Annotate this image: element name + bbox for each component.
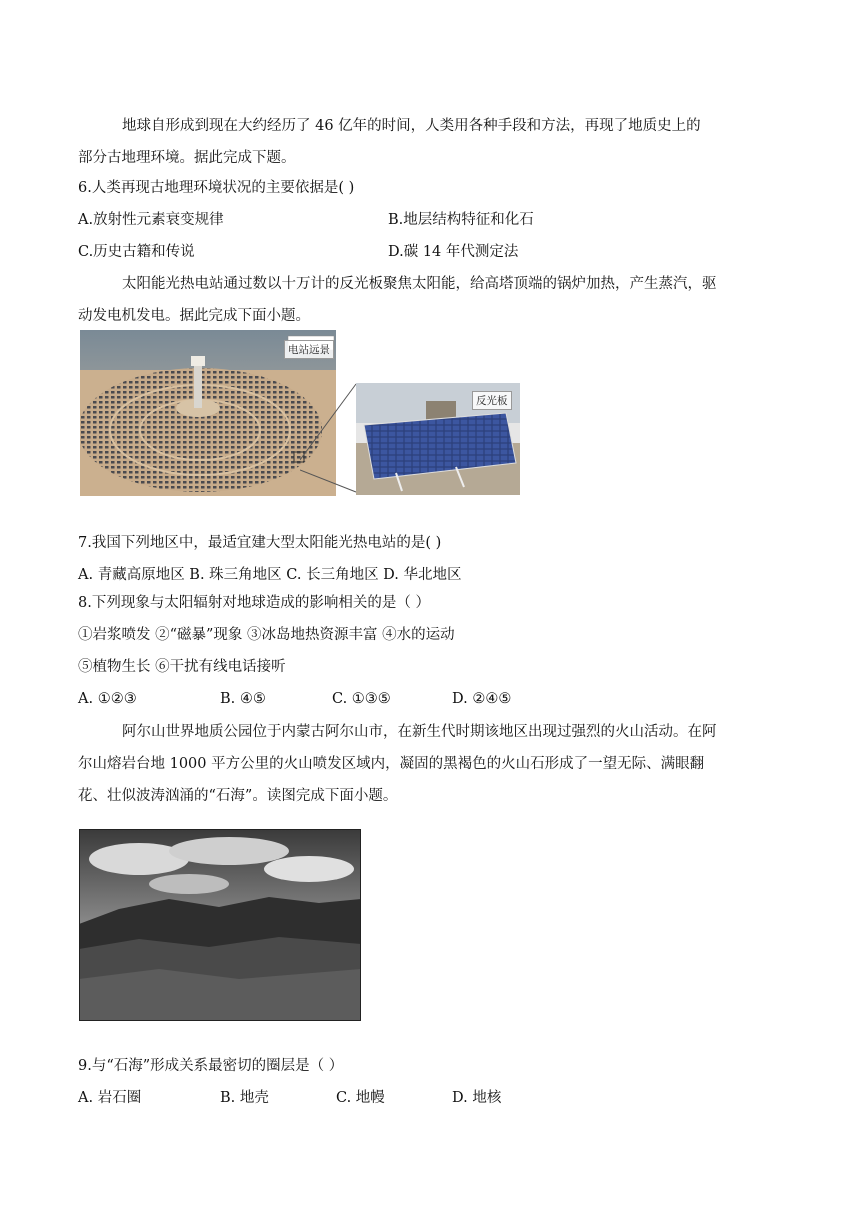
question-6-option-d: D.碳 14 年代测定法 bbox=[388, 244, 519, 260]
passage-2-line-1: 太阳能光热电站通过数以十万计的反光板聚焦太阳能，给高塔顶端的锅炉加热，产生蒸汽，驱 bbox=[122, 276, 717, 292]
question-9-option-a: A. 岩石圈 bbox=[78, 1090, 142, 1106]
question-8-option-a: A. ①②③ bbox=[78, 691, 137, 707]
reflector-label: 反光板 bbox=[472, 391, 512, 410]
question-8-stem: 8.下列现象与太阳辐射对地球造成的影响相关的是（ ） bbox=[78, 595, 430, 611]
stone-sea-photo bbox=[79, 829, 361, 1021]
question-9-option-b: B. 地壳 bbox=[220, 1090, 269, 1106]
passage-3-line-1: 阿尔山世界地质公园位于内蒙古阿尔山市，在新生代时期该地区出现过强烈的火山活动。在阿 bbox=[122, 724, 717, 740]
question-8-option-d: D. ②④⑤ bbox=[452, 691, 512, 707]
question-8-items-line-1: ①岩浆喷发 ②“磁暴”现象 ③冰岛地热资源丰富 ④水的运动 bbox=[78, 627, 455, 643]
zoom-connector-lines bbox=[300, 380, 360, 500]
question-7-stem: 7.我国下列地区中，最适宜建大型太阳能光热电站的是( ) bbox=[78, 535, 442, 551]
passage-1-line-1: 地球自形成到现在大约经历了 46 亿年的时间，人类用各种手段和方法，再现了地质史上的 bbox=[122, 118, 701, 134]
stone-sea-illustration bbox=[79, 829, 361, 1021]
passage-1-line-2: 部分古地理环境。据此完成下题。 bbox=[78, 150, 296, 166]
question-6-option-b: B.地层结构特征和化石 bbox=[388, 212, 534, 228]
question-9-option-c: C. 地幔 bbox=[336, 1090, 385, 1106]
question-8-option-b: B. ④⑤ bbox=[220, 691, 266, 707]
reflector-panel-photo bbox=[356, 383, 520, 495]
passage-3-line-2: 尔山熔岩台地 1000 平方公里的火山喷发区域内，凝固的黑褐色的火山石形成了一望无际、满眼翻 bbox=[78, 756, 705, 772]
passage-2-line-2: 动发电机发电。据此完成下面小题。 bbox=[78, 308, 310, 324]
question-9-stem: 9.与“石海”形成关系最密切的圈层是（ ） bbox=[78, 1058, 344, 1074]
question-7-options: A. 青藏高原地区 B. 珠三角地区 C. 长三角地区 D. 华北地区 bbox=[78, 567, 462, 583]
passage-3-line-3: 花、壮似波涛汹涌的“石海”。读图完成下面小题。 bbox=[78, 788, 398, 804]
question-8-items-line-2: ⑤植物生长 ⑥干扰有线电话接听 bbox=[78, 659, 286, 675]
question-6-option-a: A.放射性元素衰变规律 bbox=[78, 212, 224, 228]
question-9-option-d: D. 地核 bbox=[452, 1090, 502, 1106]
question-6-option-c: C.历史古籍和传说 bbox=[78, 244, 195, 260]
question-8-option-c: C. ①③⑤ bbox=[332, 691, 391, 707]
station-view-label: 电站远景 bbox=[284, 340, 334, 359]
question-6-stem: 6.人类再现古地理环境状况的主要依据是( ) bbox=[78, 180, 355, 196]
solar-station-photo bbox=[80, 330, 336, 496]
